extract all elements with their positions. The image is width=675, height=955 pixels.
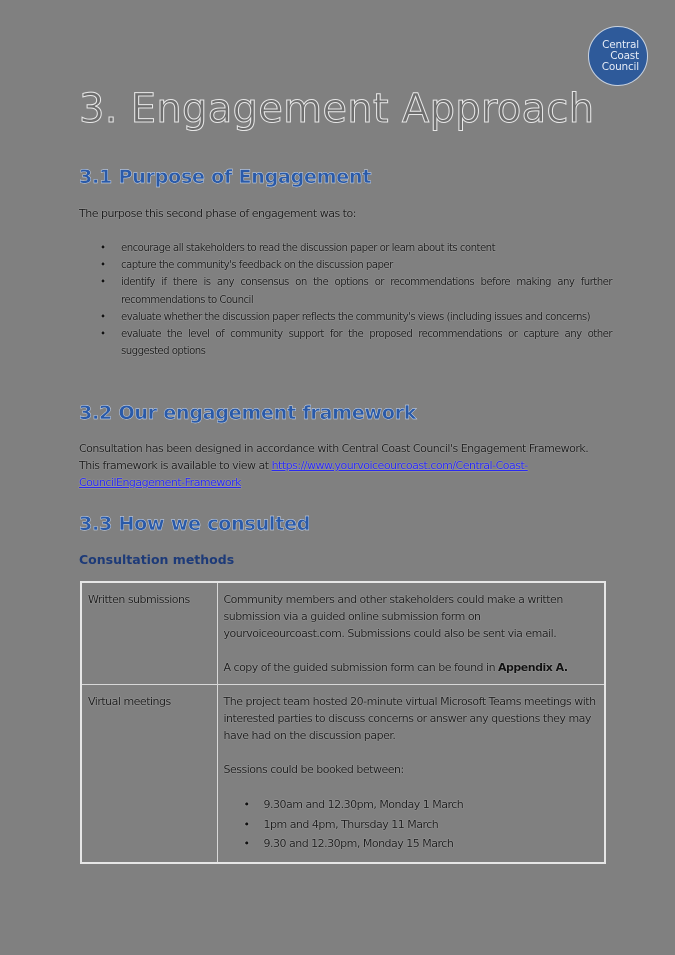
framework-link[interactable]: https://www.yourvoiceourcoast.com/Central-Coast-CouncilEngagement-Framework — [79, 459, 528, 489]
appendix-reference-text: A copy of the guided submission form can be found in — [223, 661, 499, 674]
consultation-methods-subheading: Consultation methods — [79, 552, 235, 567]
logo-line-1: Central — [602, 38, 639, 51]
purpose-intro: The purpose this second phase of engagement was to: — [79, 207, 356, 220]
method-description-text: Community members and other stakeholders could make a written submission via a guided online submission form on yourvoiceourcoast.com. Submissions could also be sent via email. — [223, 593, 563, 640]
table-row — [81, 582, 605, 685]
purpose-bullet: • evaluate the level of community support for the proposed recommendations or capture any other suggested options — [100, 326, 612, 360]
purpose-bullet: • identify if there is any consensus on the options or recommendations before making any further recommendations to Council — [100, 274, 612, 308]
purpose-bullet: • capture the community's feedback on the discussion paper — [100, 257, 612, 274]
method-description-text: The project team hosted 20-minute virtual Microsoft Teams meetings with interested parties to discuss concerns or answer any questions they may have had on the discussion paper. — [223, 695, 596, 742]
purpose-bullet-list — [100, 240, 612, 360]
section-heading-consulted: 3.3 How we consulted — [79, 513, 311, 535]
session-item: • 9.30 and 12.30pm, Monday 15 March — [244, 834, 599, 854]
purpose-bullet: • encourage all stakeholders to read the discussion paper or learn about its content — [100, 240, 612, 257]
session-item: • 1pm and 4pm, Thursday 11 March — [244, 815, 599, 835]
page-title: 3. Engagement Approach — [79, 86, 595, 132]
logo-line-3: Council — [601, 60, 639, 73]
logo-line-2: Coast — [610, 49, 639, 62]
table-row — [81, 685, 605, 863]
session-list — [224, 795, 599, 854]
section-heading-framework: 3.2 Our engagement framework — [79, 402, 417, 424]
consultation-methods-table — [80, 581, 606, 864]
central-coast-council-logo — [588, 26, 648, 86]
method-description — [217, 582, 605, 685]
sessions-intro: Sessions could be booked between: — [223, 763, 404, 776]
appendix-a-label: Appendix A. — [498, 661, 568, 674]
session-item: • 9.30am and 12.30pm, Monday 1 March — [244, 795, 599, 815]
method-description — [217, 685, 605, 863]
purpose-bullet: • evaluate whether the discussion paper reflects the community's views (including issues and concerns) — [100, 309, 612, 326]
framework-text: Consultation has been designed in accordance with Central Coast Council's Engagement Framework. This framework is available to view at — [79, 442, 589, 472]
method-name: Written submissions — [81, 582, 217, 685]
method-name: Virtual meetings — [81, 685, 217, 863]
section-heading-purpose: 3.1 Purpose of Engagement — [79, 166, 372, 188]
appendix-reference — [224, 659, 599, 676]
framework-paragraph — [79, 440, 607, 491]
